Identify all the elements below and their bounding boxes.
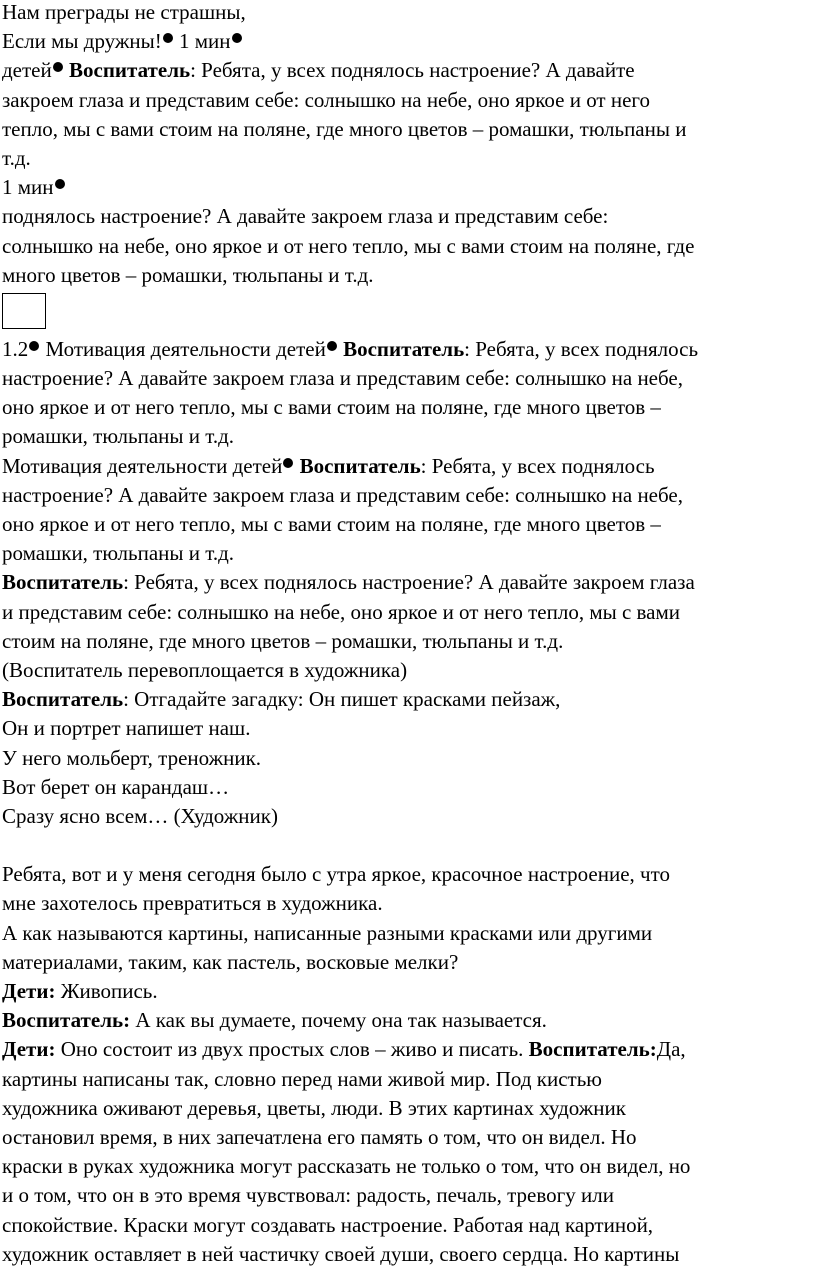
speaker-label: Воспитатель: <box>2 1008 131 1033</box>
text-line: мне захотелось превратиться в художника. <box>2 891 383 916</box>
text-line: Дети: Оно состоит из двух простых слов – живо и писать. Воспитатель:Да, <box>2 1037 686 1062</box>
text-line: А как называются картины, написанные разными красками или другими <box>2 920 653 945</box>
speaker-label: Воспитатель <box>343 336 465 361</box>
text-line: Дети: Живопись. <box>2 979 158 1003</box>
text-line: стоим на поляне, где много цветов – ромашки, тюльпаны и т.д. <box>2 628 564 653</box>
text-line: т.д. <box>2 145 31 170</box>
text-line: настроение? А давайте закроем глаза и представим себе: солнышко на небе, <box>2 366 683 391</box>
text-line: закроем глаза и представим себе: солнышко на небе, оно яркое и от него <box>2 87 651 112</box>
text-line: много цветов – ромашки, тюльпаны и т.д. <box>2 262 374 287</box>
text-line: Ребята, вот и у меня сегодня было с утра яркое, красочное настроение, что <box>2 862 670 887</box>
text-line: тепло, мы с вами стоим на поляне, где много цветов – ромашки, тюльпаны и <box>2 116 687 141</box>
text-line: Сразу ясно всем… (Художник) <box>2 803 278 828</box>
text-line: Мотивация деятельности детей Воспитатель: Ребята, у всех поднялось <box>2 453 655 478</box>
text-line: 1.2 Мотивация деятельности детей Воспитатель: Ребята, у всех поднялось <box>2 336 699 361</box>
bullet-icon <box>327 341 337 351</box>
blank-line <box>2 831 814 860</box>
bullet-icon <box>29 341 39 351</box>
bullet-icon <box>53 62 63 72</box>
text-line: солнышко на небе, оно яркое и от него тепло, мы с вами стоим на поляне, где <box>2 233 695 258</box>
text-line: ромашки, тюльпаны и т.д. <box>2 541 235 566</box>
speaker-label: Воспитатель <box>69 58 191 83</box>
text-line: поднялось настроение? А давайте закроем глаза и представим себе: <box>2 204 609 229</box>
text-line: Нам преграды не страшны, <box>2 0 246 24</box>
children-label: Дети: <box>2 979 56 1003</box>
speaker-label: Воспитатель <box>2 570 124 595</box>
text-line: и о том, что он в это время чувствовал: радость, печаль, тревогу или <box>2 1183 614 1208</box>
bullet-icon <box>163 33 173 43</box>
text-line: оно яркое и от него тепло, мы с вами стоим на поляне, где много цветов – <box>2 512 661 536</box>
empty-box <box>2 293 46 329</box>
text-line: 1 мин <box>2 173 814 202</box>
text-line: художник оставляет в ней частичку своей души, своего сердца. Но картины <box>2 1241 680 1266</box>
text-line: материалами, таким, как пастель, восковые мелки? <box>2 949 459 974</box>
text-line: Он и портрет напишет наш. <box>2 716 251 741</box>
text-line: остановил время, в них запечатлена его память о том, что он видел. Но <box>2 1124 637 1149</box>
text-line: У него мольберт, треножник. <box>2 745 262 770</box>
text-line: Вот берет он карандаш… <box>2 774 230 799</box>
speaker-label: Воспитатель: <box>528 1037 657 1062</box>
text-line: и представим себе: солнышко на небе, оно яркое и от него тепло, мы с вами <box>2 599 681 624</box>
speaker-label: Воспитатель <box>299 453 421 478</box>
text-line: краски в руках художника могут рассказать не только о том, что он видел, но <box>2 1154 691 1179</box>
bullet-icon <box>232 33 242 43</box>
document-page <box>2 0 814 1269</box>
text-line: картины написаны так, словно перед нами живой мир. Под кистью <box>2 1066 602 1091</box>
text-line: Воспитатель: Ребята, у всех поднялось настроение? А давайте закроем глаза <box>2 570 695 595</box>
text-line: оно яркое и от него тепло, мы с вами стоим на поляне, где много цветов – <box>2 395 661 420</box>
text-line: настроение? А давайте закроем глаза и представим себе: солнышко на небе, <box>2 482 683 507</box>
text-line: Воспитатель: А как вы думаете, почему она так называется. <box>2 1008 547 1033</box>
text-line: (Воспитатель перевоплощается в художника) <box>2 657 408 682</box>
children-label: Дети: <box>2 1037 56 1062</box>
text-line: детей Воспитатель: Ребята, у всех поднялось настроение? А давайте <box>2 58 635 83</box>
bullet-icon <box>55 179 65 189</box>
text-line: спокойствие. Краски могут создавать настроение. Работая над картиной, <box>2 1212 654 1237</box>
text-line: Воспитатель: Отгадайте загадку: Он пишет красками пейзаж, <box>2 687 561 712</box>
text-line: художника оживают деревья, цветы, люди. В этих картинах художник <box>2 1095 626 1120</box>
speaker-label: Воспитатель <box>2 687 124 712</box>
text-line: Если мы дружны! 1 мин <box>2 27 814 56</box>
bullet-icon <box>283 458 293 468</box>
text-line: ромашки, тюльпаны и т.д. <box>2 424 235 449</box>
